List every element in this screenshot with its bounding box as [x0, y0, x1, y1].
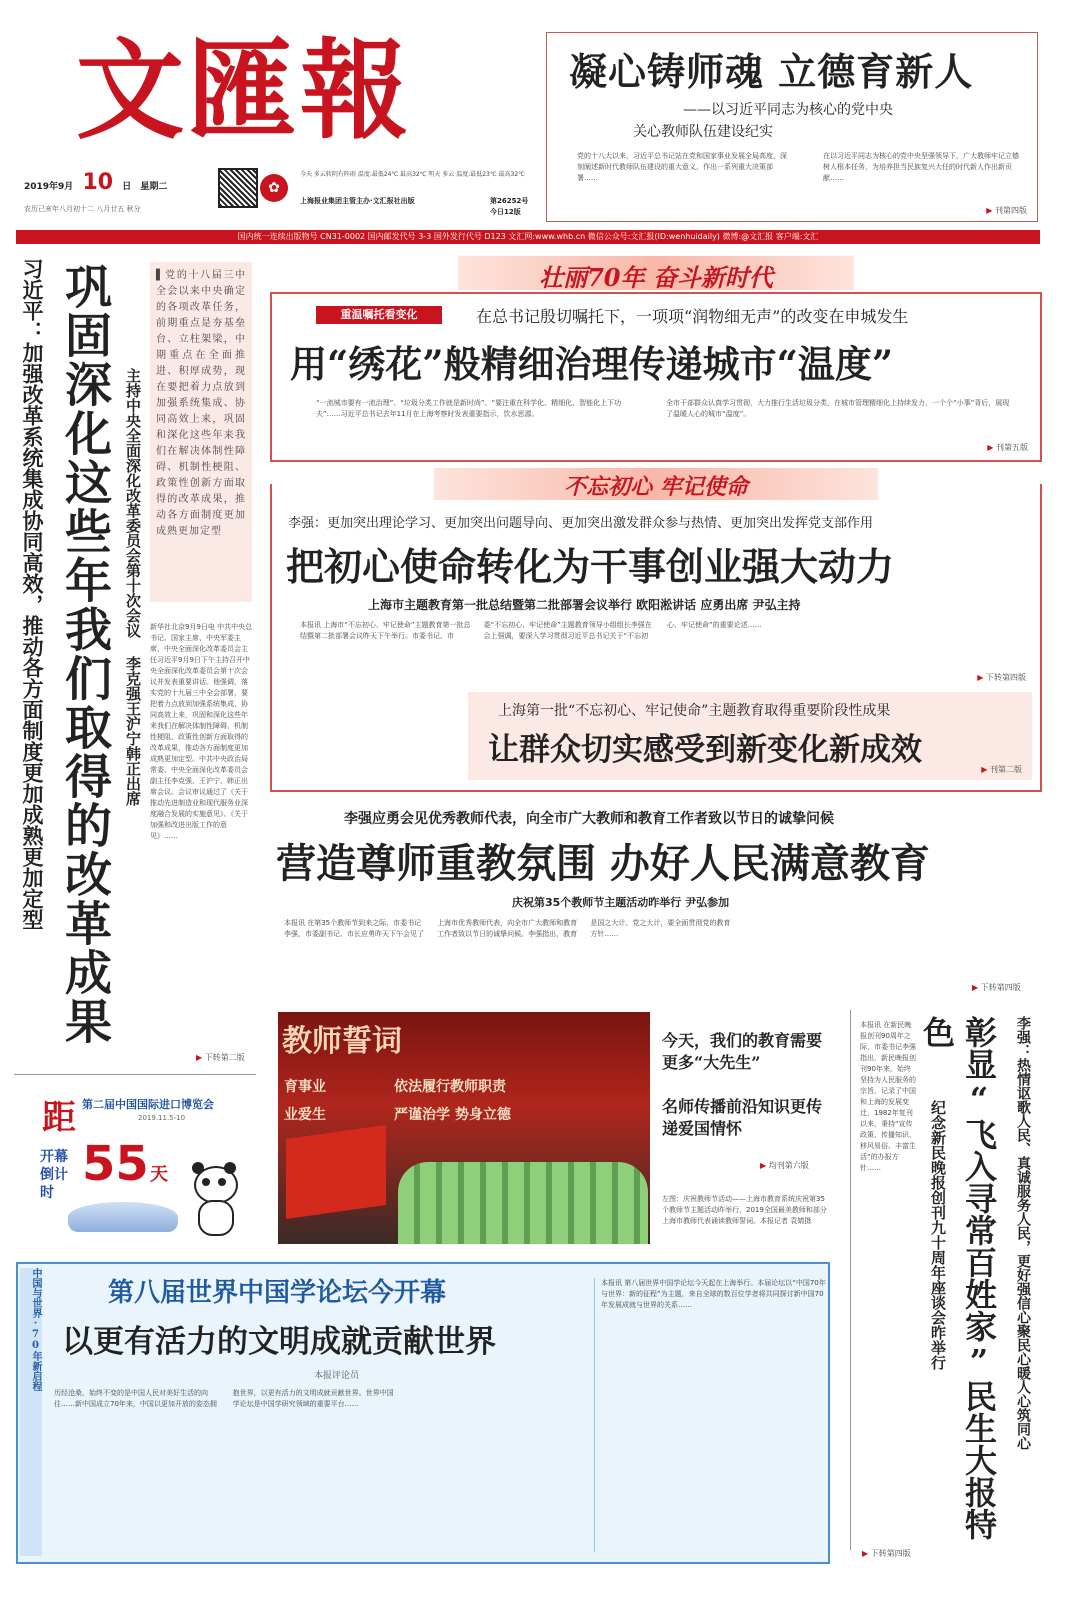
story2-inset-headline: 让群众切实感受到新变化新成效 — [488, 732, 922, 768]
panda-mascot-icon — [188, 1166, 240, 1236]
photo-more: ▶ 均刊第六版 — [760, 1160, 809, 1171]
expo-dates: 2019.11.5-10 — [138, 1114, 186, 1122]
weather-info: 今天 多云转阴有阵雨 温度:最低24℃ 最高32℃ 明天 多云 温度:最低23℃ 最高32℃ — [300, 171, 525, 178]
issue-number: 第26252号 — [490, 197, 529, 205]
forum-headline1: 第八届世界中国学论坛今开幕 — [108, 1278, 447, 1308]
photo-oath-line2: 依法履行教师职责 — [394, 1079, 506, 1095]
forum-byline: 本报评论员 — [314, 1371, 360, 1381]
expo-ad — [28, 1086, 252, 1246]
expo-venue-icon — [68, 1202, 178, 1232]
qr-code-icon — [218, 168, 258, 208]
left-lead-more: ▶ 下转第二版 — [196, 1052, 245, 1063]
top-feature-more: ▶ 刊第四版 — [986, 205, 1027, 216]
banner-original-aspiration-text: 不忘初心 牢记使命 — [564, 474, 748, 500]
left-lead-body: 新华社北京9月9日电 中共中央总书记、国家主席、中央军委主席、中央全面深化改革委员会主任习近平9月9日下午主持召开中央全面深化改革委员会第十次会议并发表重要讲话。他强调，落实党的十九届三中全会部署，要把着力点放到加强系统集成、协同高效上来，巩固和深化这些年来我们在解决体制性障碍、机制性梗阻、政策性创新方面取得的改革成果，推动各方面制度更加成熟更加定型。中共中央政治局常委、中央全面深化改革委员会副主任李克强、王沪宁、韩正出席会议。会议审议通过了《关于推动先进制造业和现代服务业深度融合发展的实施意见》、《关于加强和改进出版工作的意见》…… — [150, 623, 253, 840]
story1-tag: 重温嘱托看变化 — [316, 306, 442, 324]
date-suffix: 日 — [122, 182, 132, 192]
photo-story-title1: 今天，我们的教育需要更多“大先生” — [662, 1031, 823, 1072]
top-feature-headline: 凝心铸师魂 立德育新人 — [569, 49, 974, 94]
story3-more: ▶ 下转第四版 — [972, 982, 1021, 993]
story4-body: 本报讯 在新民晚报创刊90周年之际，市委书记李强指出，新民晚报创刊90年来，始终坚持为人民服务的宗旨，记录了中国和上海的发展变迁，1982年复刊以来，秉持“宣传政策、传播知识、移风易俗、丰富生活”的办报方针…… — [860, 1021, 916, 1172]
forum-body: 历经沧桑，始终不变的是中国人民对美好生活的向往……新中国成立70年来，中国以更加开放的姿态拥抱世界，以更有活力的文明成就贡献世界。世界中国学论坛是中国学研究领域的重要平台…… — [54, 1389, 394, 1408]
red-flag — [286, 1125, 386, 1219]
page-count: 今日12版 — [490, 208, 521, 216]
story4-more: ▶ 下转第四版 — [862, 1548, 911, 1559]
top-feature-col1: 党的十八大以来，习近平总书记站在党和国家事业发展全局高度，深刻阐述新时代教师队伍建设的重大意义，作出一系列重大决策部署…… — [577, 152, 787, 182]
story2-more: ▶ 下转第四版 — [977, 672, 1026, 683]
expo-countdown-label: 开幕倒计时 — [40, 1149, 68, 1201]
story2-inset — [468, 692, 1032, 780]
story2-inset-kicker: 上海第一批“不忘初心、牢记使命”主题教育取得重要阶段性成果 — [498, 703, 891, 719]
date-year-month: 2019年9月 — [24, 182, 74, 192]
story2-box — [270, 484, 1042, 792]
top-feature-box — [546, 32, 1038, 222]
story3-kicker: 李强应勇会见优秀教师代表，向全市广大教师和教育工作者致以节日的诚挚问候 — [344, 811, 834, 827]
top-feature-col2: 在以习近平同志为核心的党中央坚强领导下，广大教师牢记立德树人根本任务，为培养担当民族复兴大任的时代新人作出新贡献…… — [823, 152, 1019, 182]
date-day: 10 — [82, 170, 114, 195]
banner-70-years-text: 壮丽70年 奋斗新时代 — [539, 263, 773, 292]
story2-kicker: 李强：更加突出理论学习、更加突出问题导向、更加突出激发群众参与热情、更加突出发挥党支部作用 — [288, 516, 874, 531]
crowd-figures — [398, 1162, 648, 1244]
left-side-headline: 习近平：加强改革系统集成协同高效，推动各方面制度更加成熟更加定型 — [20, 258, 44, 930]
story3-headline: 营造尊师重教氛围 办好人民满意教育 — [276, 840, 930, 887]
story2-subhead: 上海市主题教育第一批总结暨第二批部署会议举行 欧阳淞讲话 应勇出席 尹弘主持 — [368, 598, 801, 612]
forum-side-body: 本报讯 第八届世界中国学论坛今天起在上海举行。本届论坛以“中国70年与世界：新的征程”为主题，来自全球的数百位学者将共同探讨新中国70年发展成就与世界的关系…… — [594, 1278, 827, 1552]
story2-body: 本报讯 上海市“不忘初心、牢记使命”主题教育第一批总结暨第二批部署会议昨天下午举行。市委书记、市委“不忘初心、牢记使命”主题教育领导小组组长李强在会上强调，要深入学习贯彻习近平总书记关于“不忘初心、牢记使命”的重要论述…… — [300, 621, 762, 640]
left-divider — [14, 1074, 256, 1075]
story1-more: ▶ 刊第五版 — [987, 442, 1028, 453]
left-lead-kicker: 主持中央全面深化改革委员会第十次会议 李克强王沪宁韩正出席 — [124, 368, 142, 806]
forum-headline2: 以更有活力的文明成就贡献世界 — [62, 1324, 496, 1360]
left-lead-pink-box — [150, 262, 252, 602]
story4-kicker: 李强：热情讴歌人民、真诚服务人民，更好强信心聚民心暖人心筑同心 — [1015, 1016, 1031, 1450]
weekday: 星期二 — [140, 182, 168, 192]
story1-box — [270, 292, 1042, 462]
photo-story-title2: 名师传播前沿知识更传递爱国情怀 — [662, 1097, 823, 1138]
story2-headline: 把初心使命转化为干事创业强大动力 — [286, 544, 895, 589]
info-bar: 国内统一连续出版物号 CN31-0002 国内邮发代号 3-3 国外发行代号 D123 文汇网:www.whb.cn 微信公众号:文汇报(ID:wenhuidaily) 微博:@文汇报 客户端:文汇 — [16, 230, 1040, 244]
forum-box — [16, 1262, 830, 1564]
teacher-oath-photo — [278, 1012, 650, 1244]
photo-oath-line3: 业爱生 — [284, 1107, 326, 1123]
masthead-logo: 文匯報 — [76, 28, 413, 154]
date-line — [24, 170, 204, 195]
banner-70-years — [458, 256, 854, 290]
expo-countdown-number: 55 — [82, 1136, 149, 1192]
story1-col2: 全市干部群众认真学习贯彻，大力推行生活垃圾分类，在城市管理精细化上持续发力，一个个“小事”背后，展现了温暖人心的城市“温度”。 — [666, 399, 1010, 418]
story1-kicker: 在总书记殷切嘱托下，一项项“润物细无声”的改变在申城发生 — [476, 307, 909, 326]
story1-col1: “一流城市要有一流治理”、“垃圾分类工作就是新时尚”、“要注重在科学化、精细化、智能化上下功夫”……习近平总书记去年11月在上海考察时发表重要指示，饮水思源。 — [316, 399, 622, 418]
emblem-icon: ✿ — [260, 174, 288, 202]
forum-column-tag: 中国与世界·70年新启程 — [20, 1268, 42, 1556]
expo-countdown-unit: 天 — [150, 1164, 168, 1185]
photo-oath-line1: 育事业 — [284, 1079, 326, 1095]
expo-title: 第二届中国国际进口博览会 — [82, 1098, 214, 1111]
story4-headline: 彰显“飞入寻常百姓家”民生大报特色 — [918, 1016, 998, 1540]
publisher: 上海报业集团主管主办·文汇报社出版 — [300, 197, 415, 205]
top-feature-subhead2: 关心教师队伍建设纪实 — [633, 124, 773, 140]
story2-inset-more: ▶ 刊第二版 — [981, 764, 1022, 775]
top-feature-subhead1: ——以习近平同志为核心的党中央 — [683, 102, 893, 118]
photo-oath-line4: 严谨治学 势身立德 — [394, 1107, 511, 1123]
story4-border — [850, 1010, 851, 1550]
left-lead-pink-text: ▌党的十八届三中全会以来中央确定的各项改革任务，前期重点是夯基垒台、立柱架梁，中期重点在全面推进、积厚成势，现在要把着力点放到加强系统集成、协同高效上来，巩固和深化这些年来我们在解决体制性障碍、机制性梗阻、政策性创新方面取得的改革成果，推动各方面制度更加成熟更加定型 — [156, 270, 246, 537]
story3-subhead: 庆祝第35个教师节主题活动昨举行 尹弘参加 — [512, 896, 730, 909]
story4-subhead: 纪念新民晚报创刊九十周年座谈会昨举行 — [929, 1100, 947, 1370]
story3-body: 本报讯 在第35个教师节到来之际，市委书记李强，市委副书记、市长应勇昨天下午会见了上海市优秀教师代表，向全市广大教师和教育工作者致以节日的诚挚问候。李强指出，教育是国之大计、党之大计，要全面贯彻党的教育方针…… — [284, 919, 731, 938]
left-lead-headline: 巩固深化这些年我们取得的改革成果 — [57, 262, 112, 1046]
story1-headline: 用“绣花”般精细治理传递城市“温度” — [290, 342, 894, 386]
lunar-date: 农历己亥年八月初十二 八月廿五 秋分 — [24, 205, 141, 213]
expo-distance-glyph: 距 — [42, 1098, 76, 1138]
photo-caption: 左图：庆祝教师节活动——上海市教育系统庆祝第35个教师节主题活动昨举行，2019全国最美教师和部分上海市教师代表诵读教师誓词。本报记者 袁婧摄 — [662, 1195, 827, 1225]
photo-banner-text: 教师誓词 — [282, 1024, 402, 1059]
